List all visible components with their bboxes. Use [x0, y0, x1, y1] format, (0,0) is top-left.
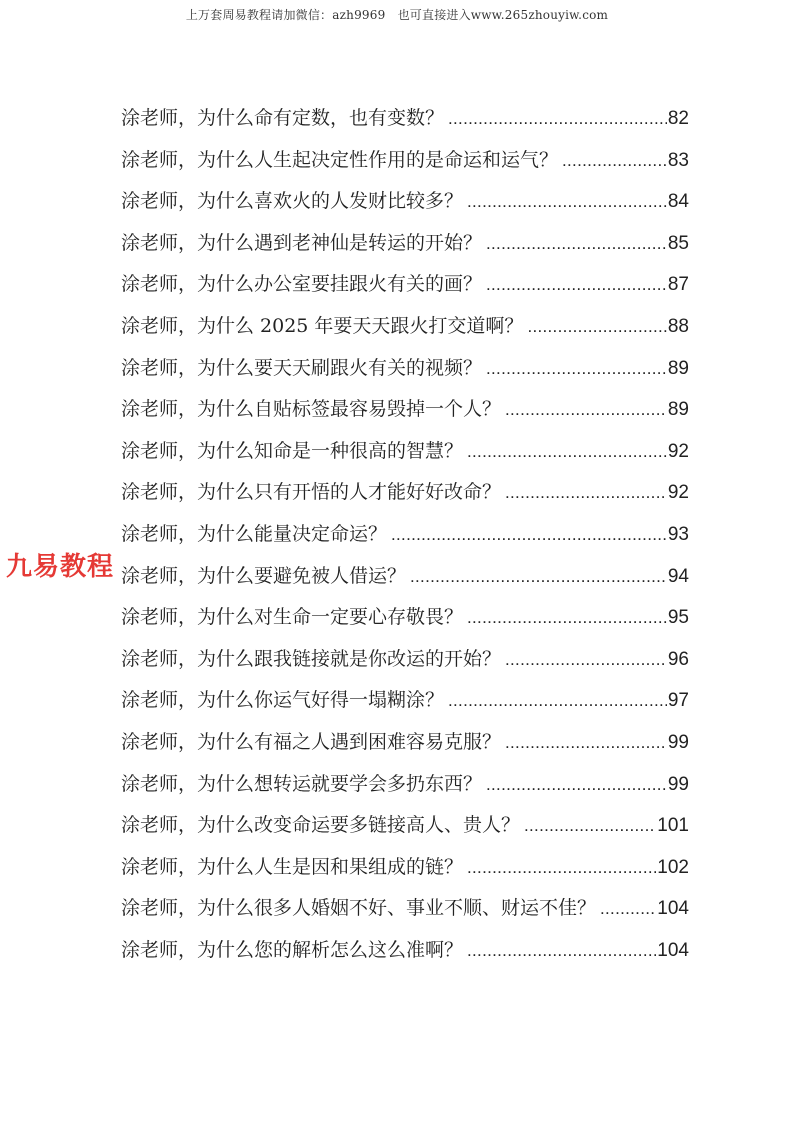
dot-leader [448, 104, 667, 134]
toc-entry[interactable] [121, 103, 689, 145]
dot-leader [562, 146, 667, 176]
toc-entry-page: 97 [667, 690, 689, 712]
toc-entry-page: 94 [667, 565, 689, 587]
toc-entry-page: 104 [657, 939, 689, 961]
toc-entry-title: 涂老师，为什么人生起决定性作用的是命运和运气？ [121, 148, 559, 171]
toc-entry-title: 涂老师，为什么遇到老神仙是转运的开始？ [121, 231, 483, 254]
dot-leader [505, 728, 667, 758]
toc-entry[interactable] [121, 519, 689, 561]
dot-leader [505, 478, 667, 508]
dot-leader [410, 562, 667, 592]
toc-entry-title: 涂老师，为什么对生命一定要心存敬畏？ [121, 606, 464, 629]
toc-entry-page: 89 [667, 357, 689, 379]
dot-leader [486, 270, 667, 300]
toc-entry-title: 涂老师，为什么办公室要挂跟火有关的画？ [121, 273, 483, 296]
toc-entry[interactable] [121, 394, 689, 436]
toc-entry[interactable] [121, 186, 689, 228]
dot-leader [467, 853, 656, 883]
toc-entry-page: 92 [667, 440, 689, 462]
toc-entry-title: 涂老师，为什么改变命运要多链接高人、贵人？ [121, 814, 521, 837]
toc-entry-title: 涂老师，为什么喜欢火的人发财比较多？ [121, 190, 464, 213]
toc-entry[interactable] [121, 769, 689, 811]
toc-entry[interactable] [121, 685, 689, 727]
dot-leader [391, 520, 667, 550]
toc-entry-page: 96 [667, 648, 689, 670]
toc-entry-title: 涂老师，为什么自贴标签最容易毁掉一个人？ [121, 398, 502, 421]
dot-leader [486, 229, 667, 259]
toc-entry-page: 99 [667, 731, 689, 753]
toc-entry-page: 102 [657, 856, 689, 878]
dot-leader [505, 395, 667, 425]
toc-entry[interactable] [121, 810, 689, 852]
toc-entry[interactable] [121, 727, 689, 769]
toc-entry[interactable] [121, 311, 689, 353]
toc-entry-page: 82 [667, 108, 689, 129]
toc-entry[interactable] [121, 145, 689, 187]
toc-entry[interactable] [121, 935, 689, 977]
watermark-logo: 九易教程 [6, 552, 115, 582]
toc-entry-title: 涂老师，为什么跟我链接就是你改运的开始？ [121, 647, 502, 670]
dot-leader [600, 894, 656, 924]
toc-entry-page: 99 [667, 773, 689, 795]
dot-leader [467, 936, 656, 966]
dot-leader [505, 645, 667, 675]
dot-leader [486, 354, 667, 384]
dot-leader [486, 770, 667, 800]
toc-entry-title: 涂老师，为什么有福之人遇到困难容易克服？ [121, 730, 502, 753]
toc-entry-page: 92 [667, 482, 689, 504]
toc-entry-title: 涂老师，为什么要天天刷跟火有关的视频？ [121, 356, 483, 379]
toc-entry-page: 89 [667, 399, 689, 421]
toc-entry-title: 涂老师，为什么想转运就要学会多扔东西？ [121, 772, 483, 795]
toc-entry[interactable] [121, 228, 689, 270]
toc-entry[interactable] [121, 893, 689, 935]
toc-entry-page: 93 [667, 523, 689, 545]
dot-leader [524, 811, 656, 841]
toc-entry[interactable] [121, 644, 689, 686]
dot-leader [467, 603, 667, 633]
toc-entry-title: 涂老师，为什么您的解析怎么这么准啊？ [121, 938, 464, 961]
toc-entry-title: 涂老师，为什么知命是一种很高的智慧？ [121, 439, 464, 462]
dot-leader [527, 312, 666, 342]
dot-leader [467, 187, 667, 217]
toc-entry-title: 涂老师，为什么能量决定命运？ [121, 522, 388, 545]
toc-entry[interactable] [121, 353, 689, 395]
toc-entry[interactable] [121, 477, 689, 519]
toc-entry-page: 87 [667, 274, 689, 296]
toc-entry-title: 涂老师，为什么只有开悟的人才能好好改命？ [121, 481, 502, 504]
header-note: 上万套周易教程请加微信：azh9969 也可直接进入www.265zhouyiw.com [185, 8, 609, 22]
toc-entry-page: 104 [657, 898, 689, 920]
table-of-contents [121, 103, 689, 976]
toc-entry[interactable] [121, 852, 689, 894]
toc-entry-title: 涂老师，为什么要避免被人借运？ [121, 564, 407, 587]
toc-entry[interactable] [121, 436, 689, 478]
toc-entry-page: 101 [657, 815, 689, 837]
dot-leader [467, 437, 667, 467]
toc-entry[interactable] [121, 602, 689, 644]
toc-entry-title: 涂老师，为什么命有定数，也有变数？ [121, 107, 445, 129]
toc-entry-title: 涂老师，为什么你运气好得一塌糊涂？ [121, 689, 445, 712]
dot-leader [448, 686, 667, 716]
toc-entry-title: 涂老师，为什么人生是因和果组成的链？ [121, 855, 464, 878]
toc-entry-page: 83 [667, 149, 689, 171]
toc-entry-title: 涂老师，为什么很多人婚姻不好、事业不顺、财运不佳？ [121, 897, 597, 920]
toc-entry[interactable] [121, 269, 689, 311]
toc-entry-page: 88 [667, 315, 689, 337]
toc-entry-page: 84 [667, 191, 689, 213]
toc-entry-title: 涂老师，为什么 2025 年要天天跟火打交道啊？ [121, 314, 524, 337]
toc-entry-page: 85 [667, 232, 689, 254]
toc-entry[interactable] [121, 561, 689, 603]
toc-entry-page: 95 [667, 607, 689, 629]
